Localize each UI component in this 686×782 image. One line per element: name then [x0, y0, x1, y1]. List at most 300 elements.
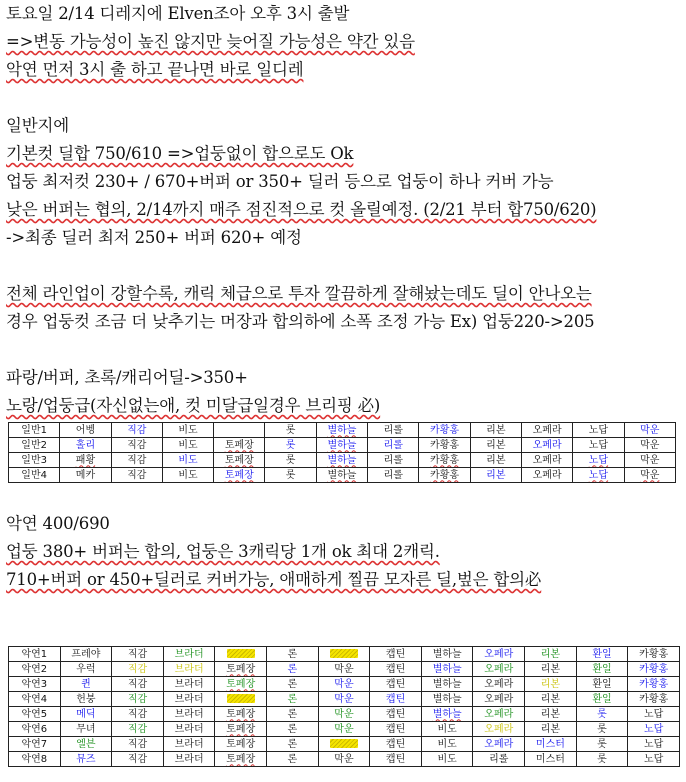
- table-cell: [473, 677, 525, 692]
- cell-text: 일반2: [21, 439, 47, 451]
- note-line: [6, 28, 682, 56]
- note-text: 파랑/버퍼, 초록/캐리어딜->350+: [6, 368, 248, 387]
- table-cell: [576, 707, 628, 722]
- table-cell: [163, 647, 215, 662]
- cell-text: 오페라: [484, 738, 514, 750]
- table-cell: [112, 722, 164, 737]
- cell-text: 직감: [127, 708, 148, 720]
- table-cell: [370, 692, 422, 707]
- cell-text: 오페라: [532, 424, 562, 436]
- table-cell: [265, 423, 316, 438]
- table-cell: [60, 647, 112, 662]
- table-cell: [318, 707, 370, 722]
- cell-text: 롯: [285, 424, 296, 436]
- note-line: [6, 112, 682, 140]
- table-cell: [111, 423, 162, 438]
- cell-text: 토페장: [226, 753, 256, 765]
- party-table-normal: [8, 422, 676, 483]
- cell-text: 무녀: [76, 723, 96, 735]
- table-row: [9, 722, 680, 737]
- table-cell: [214, 438, 265, 453]
- table-cell: [576, 722, 628, 737]
- table-cell: [628, 647, 680, 662]
- cell-text: 비도: [178, 424, 198, 436]
- table-cell: [421, 662, 473, 677]
- cell-text: 환일: [592, 678, 612, 690]
- table-row: [9, 662, 680, 677]
- table-cell: [473, 722, 525, 737]
- cell-text: 막운: [640, 439, 660, 451]
- document-body-2: [6, 510, 682, 594]
- table-row: [9, 677, 680, 692]
- cell-text: 캡틴: [385, 753, 406, 765]
- cell-text: 환일: [592, 663, 612, 675]
- note-text: 기본컷 딜합 750/610 =>업둥없이 합으로도 Ok: [6, 144, 354, 163]
- table-cell: [628, 722, 680, 737]
- note-text: 업둥 380+ 버퍼는 합의, 업둥은 3캐릭당 1개 ok 최대 2캐릭.: [6, 542, 440, 561]
- table-cell: [316, 468, 367, 483]
- table-cell: [9, 752, 61, 767]
- highlight-image-icon: [227, 694, 255, 703]
- table-cell: [576, 737, 628, 752]
- table-cell: [628, 692, 680, 707]
- table-cell: [316, 438, 367, 453]
- highlight-image-icon: [227, 649, 255, 658]
- cell-text: 직감: [127, 454, 147, 466]
- table-cell: [368, 423, 419, 438]
- cell-text: 리본: [486, 454, 506, 466]
- cell-text: 오페라: [484, 648, 514, 660]
- cell-text: 오페라: [532, 439, 562, 451]
- blank-line: [6, 336, 682, 364]
- table-cell: [624, 468, 675, 483]
- cell-text: 메딕: [76, 708, 96, 720]
- cell-text: 브라더: [174, 738, 204, 750]
- table-cell: [624, 453, 675, 468]
- note-line: [6, 392, 682, 420]
- cell-text: 막운: [640, 469, 660, 481]
- table-cell: [318, 737, 370, 752]
- cell-text: 롯: [285, 439, 296, 451]
- table-cell: [521, 438, 572, 453]
- note-text: 경우 업둥컷 조금 더 낮추기는 머장과 합의하에 소폭 조정 가능 Ex) 업둥220->205: [6, 312, 595, 331]
- table-cell: [318, 692, 370, 707]
- table-cell: [316, 423, 367, 438]
- cell-text: 직감: [127, 723, 148, 735]
- table-cell: [576, 662, 628, 677]
- cell-text: 롯: [285, 469, 296, 481]
- cell-text: 카황홍: [639, 648, 669, 660]
- table-cell: [573, 453, 624, 468]
- table-cell: [265, 453, 316, 468]
- table-cell: [576, 647, 628, 662]
- cell-text: 막운: [640, 454, 660, 466]
- table-row: [9, 438, 676, 453]
- table-cell: [368, 453, 419, 468]
- cell-text: 캡틴: [385, 723, 406, 735]
- cell-text: 악연4: [21, 693, 48, 705]
- table-cell: [60, 677, 112, 692]
- table-row: [9, 692, 680, 707]
- table-cell: [473, 737, 525, 752]
- cell-text: 토페장: [224, 439, 254, 451]
- cell-text: 브라더: [174, 723, 204, 735]
- table-cell: [318, 752, 370, 767]
- table-cell: [60, 453, 111, 468]
- table-cell: [9, 737, 61, 752]
- cell-text: 론: [287, 648, 298, 660]
- cell-text: 캡틴: [385, 648, 406, 660]
- cell-text: 어벵: [75, 424, 96, 436]
- cell-text: 막운: [334, 663, 354, 675]
- blank-line: [6, 84, 682, 112]
- table-cell: [628, 677, 680, 692]
- table-cell: [421, 647, 473, 662]
- table-cell: [60, 438, 111, 453]
- table-cell: [111, 453, 162, 468]
- table-cell: [60, 423, 111, 438]
- cell-text: 막운: [334, 708, 354, 720]
- cell-text: 롯: [597, 723, 607, 735]
- blank-line: [6, 252, 682, 280]
- table-cell: [162, 438, 213, 453]
- cell-text: 브라더: [174, 678, 204, 690]
- table-cell: [421, 752, 473, 767]
- table-cell: [267, 692, 319, 707]
- cell-text: 홀리: [75, 439, 96, 451]
- table-cell: [163, 752, 215, 767]
- cell-text: 카황홍: [430, 469, 460, 481]
- note-text: 낮은 버퍼는 협의, 2/14까지 매주 점진적으로 컷 올릴예정. (2/21 부터 합750/620): [6, 200, 597, 219]
- cell-text: 막운: [334, 723, 354, 735]
- table-cell: [525, 647, 577, 662]
- table-cell: [267, 752, 319, 767]
- cell-text: 캡틴: [385, 738, 406, 750]
- highlight-image-icon: [330, 739, 358, 748]
- cell-text: 엘븐: [76, 738, 96, 750]
- cell-text: 막운: [334, 753, 354, 765]
- table-cell: [9, 647, 61, 662]
- cell-text: 막운: [334, 678, 354, 690]
- note-line: [6, 280, 682, 308]
- cell-text: 토페장: [226, 723, 256, 735]
- note-text: 710+버퍼 or 450+딜러로 커버가능, 애매하게 찔끔 모자른 딜,벞은 합의必: [6, 570, 542, 589]
- table-cell: [573, 468, 624, 483]
- cell-text: 리본: [540, 693, 561, 705]
- table-cell: [370, 647, 422, 662]
- table-cell: [111, 468, 162, 483]
- table-cell: [60, 468, 111, 483]
- cell-text: 오페라: [484, 678, 514, 690]
- cell-text: 리롤: [383, 454, 403, 466]
- cell-text: 토페장: [226, 678, 256, 690]
- note-line: [6, 566, 682, 594]
- table-cell: [215, 662, 267, 677]
- cell-text: 비도: [437, 753, 457, 765]
- table-cell: [215, 647, 267, 662]
- table-cell: [215, 677, 267, 692]
- table-cell: [162, 453, 213, 468]
- table-cell: [163, 722, 215, 737]
- cell-text: 막운: [640, 424, 660, 436]
- cell-text: 론: [287, 708, 298, 720]
- table-cell: [370, 662, 422, 677]
- cell-text: 악연3: [21, 678, 48, 690]
- table-cell: [9, 662, 61, 677]
- table-cell: [162, 423, 213, 438]
- cell-text: 카황홍: [639, 663, 669, 675]
- cell-text: 론: [287, 663, 298, 675]
- note-line: [6, 538, 682, 566]
- table-cell: [419, 438, 470, 453]
- note-text: 일반지에: [6, 116, 69, 135]
- table-row: [9, 423, 676, 438]
- cell-text: 롯: [597, 738, 607, 750]
- table-row: [9, 647, 680, 662]
- cell-text: 론: [287, 738, 298, 750]
- table-cell: [215, 707, 267, 722]
- table-cell: [521, 453, 572, 468]
- table-cell: [112, 707, 164, 722]
- cell-text: 리롤: [383, 439, 403, 451]
- cell-text: 미스터: [535, 738, 565, 750]
- table-cell: [163, 677, 215, 692]
- table-cell: [525, 677, 577, 692]
- cell-text: 별하늘: [327, 439, 357, 451]
- cell-text: 비도: [178, 454, 198, 466]
- cell-text: 리본: [540, 723, 561, 735]
- cell-text: 악연1: [21, 648, 48, 660]
- cell-text: 노답: [643, 738, 664, 750]
- cell-text: 미스터: [535, 753, 565, 765]
- table-cell: [525, 692, 577, 707]
- cell-text: 악연7: [21, 738, 48, 750]
- table-cell: [470, 453, 521, 468]
- table-cell: [112, 737, 164, 752]
- table-cell: [473, 707, 525, 722]
- table-cell: [473, 647, 525, 662]
- cell-text: 론: [287, 693, 298, 705]
- table-cell: [60, 692, 112, 707]
- cell-text: 직감: [127, 693, 148, 705]
- cell-text: 노답: [588, 439, 609, 451]
- table-cell: [214, 423, 265, 438]
- cell-text: 캡틴: [385, 663, 406, 675]
- table-cell: [470, 423, 521, 438]
- table-cell: [525, 722, 577, 737]
- table-cell: [368, 468, 419, 483]
- cell-text: 캡틴: [385, 678, 406, 690]
- note-line: [6, 364, 682, 392]
- cell-text: 토페장: [224, 454, 254, 466]
- note-line: [6, 196, 682, 224]
- table-cell: [370, 752, 422, 767]
- cell-text: 직감: [127, 424, 147, 436]
- table-cell: [573, 423, 624, 438]
- cell-text: 노답: [643, 753, 664, 765]
- table-cell: [370, 677, 422, 692]
- party-table-akyeon: [8, 646, 680, 767]
- table-cell: [9, 677, 61, 692]
- cell-text: 환일: [592, 648, 612, 660]
- table-cell: [470, 468, 521, 483]
- table-cell: [624, 423, 675, 438]
- table-cell: [628, 737, 680, 752]
- note-text: 악연 400/690: [6, 514, 110, 533]
- cell-text: 뮤즈: [76, 753, 96, 765]
- table-row: [9, 737, 680, 752]
- table-cell: [628, 707, 680, 722]
- cell-text: 막운: [334, 693, 354, 705]
- cell-text: 프레야: [71, 648, 101, 660]
- cell-text: 리본: [486, 469, 506, 481]
- cell-text: 노답: [588, 424, 609, 436]
- cell-text: 별하늘: [432, 678, 462, 690]
- table-cell: [9, 438, 60, 453]
- cell-text: 비도: [178, 439, 198, 451]
- table-cell: [215, 737, 267, 752]
- cell-text: 별하늘: [327, 454, 357, 466]
- cell-text: 카황홍: [430, 424, 460, 436]
- table-cell: [9, 423, 60, 438]
- table-cell: [60, 707, 112, 722]
- table-cell: [267, 707, 319, 722]
- cell-text: 직감: [127, 753, 148, 765]
- table-cell: [265, 468, 316, 483]
- table-cell: [112, 752, 164, 767]
- cell-text: 오페라: [484, 708, 514, 720]
- table-cell: [9, 692, 61, 707]
- cell-text: 직감: [127, 648, 148, 660]
- cell-text: 비도: [437, 738, 457, 750]
- table-cell: [163, 707, 215, 722]
- cell-text: 카황홍: [430, 454, 460, 466]
- cell-text: 직감: [127, 469, 147, 481]
- note-line: [6, 140, 682, 168]
- table-cell: [60, 737, 112, 752]
- table-row: [9, 468, 676, 483]
- table-cell: [60, 722, 112, 737]
- cell-text: 패황: [75, 454, 96, 466]
- cell-text: 노답: [588, 454, 609, 466]
- cell-text: 일반4: [21, 469, 47, 481]
- cell-text: 롯: [285, 454, 296, 466]
- note-text: 업둥 최저컷 230+ / 670+버퍼 or 350+ 딜러 등으로 업둥이 하나 커버 가능: [6, 172, 554, 191]
- cell-text: 리롤: [383, 469, 403, 481]
- cell-text: 악연8: [21, 753, 48, 765]
- cell-text: 론: [287, 723, 298, 735]
- note-line: [6, 56, 682, 84]
- cell-text: 직감: [127, 439, 147, 451]
- table-cell: [215, 752, 267, 767]
- note-line: [6, 0, 682, 28]
- table-cell: [624, 438, 675, 453]
- table-cell: [370, 707, 422, 722]
- cell-text: 브라더: [174, 753, 204, 765]
- cell-text: 토페장: [226, 738, 256, 750]
- cell-text: 오페라: [484, 693, 514, 705]
- table-cell: [470, 438, 521, 453]
- table-cell: [419, 453, 470, 468]
- table-cell: [525, 707, 577, 722]
- table-cell: [628, 662, 680, 677]
- cell-text: 카황홍: [639, 678, 669, 690]
- cell-text: 직감: [127, 678, 148, 690]
- cell-text: 오페라: [532, 469, 562, 481]
- cell-text: 노답: [588, 469, 609, 481]
- table-cell: [576, 692, 628, 707]
- note-text: 전체 라인업이 강할수록, 캐릭 체급으로 투자 깔끔하게 잘해놨는데도 딜이 안나오는: [6, 284, 592, 303]
- table-cell: [267, 647, 319, 662]
- note-line: [6, 308, 682, 336]
- cell-text: 리본: [540, 663, 561, 675]
- table-cell: [267, 677, 319, 692]
- cell-text: 캡틴: [385, 708, 406, 720]
- cell-text: 리롤: [383, 424, 403, 436]
- table-cell: [163, 662, 215, 677]
- note-text: 악연 먼저 3시 출 하고 끝나면 바로 일디레: [6, 60, 304, 79]
- cell-text: 별하늘: [327, 424, 357, 436]
- table-cell: [318, 647, 370, 662]
- note-text: =>변동 가능성이 높진 않지만 늦어질 가능성은 약간 있음: [6, 32, 415, 51]
- table-cell: [316, 453, 367, 468]
- table-cell: [9, 453, 60, 468]
- table-cell: [421, 737, 473, 752]
- cell-text: 론: [287, 678, 298, 690]
- table-cell: [214, 453, 265, 468]
- table-cell: [370, 722, 422, 737]
- cell-text: 비도: [178, 469, 198, 481]
- table-row: [9, 752, 680, 767]
- cell-text: 브라더: [174, 708, 204, 720]
- cell-text: 오페라: [532, 454, 562, 466]
- note-text: ->최종 딜러 최저 250+ 버퍼 620+ 예정: [6, 228, 302, 247]
- cell-text: 리본: [486, 424, 506, 436]
- cell-text: 메카: [75, 469, 96, 481]
- table-cell: [473, 752, 525, 767]
- table-cell: [163, 692, 215, 707]
- table-cell: [421, 677, 473, 692]
- table-cell: [267, 737, 319, 752]
- cell-text: 롯: [597, 753, 607, 765]
- table-cell: [9, 707, 61, 722]
- note-line: [6, 168, 682, 196]
- cell-text: 별하늘: [432, 663, 462, 675]
- cell-text: 환일: [592, 693, 612, 705]
- cell-text: 별하늘: [327, 469, 357, 481]
- cell-text: 헌붕: [76, 693, 96, 705]
- table-cell: [419, 468, 470, 483]
- table-cell: [214, 468, 265, 483]
- cell-text: 악연2: [21, 663, 48, 675]
- table-cell: [573, 438, 624, 453]
- table-cell: [267, 662, 319, 677]
- table-cell: [9, 722, 61, 737]
- table-cell: [112, 692, 164, 707]
- cell-text: 토페장: [224, 469, 254, 481]
- table-cell: [112, 677, 164, 692]
- note-line: [6, 224, 682, 252]
- table-row: [9, 707, 680, 722]
- note-line: [6, 510, 682, 538]
- cell-text: 브라더: [174, 693, 204, 705]
- table-cell: [576, 752, 628, 767]
- cell-text: 직감: [127, 663, 148, 675]
- cell-text: 퀸: [81, 678, 91, 690]
- note-text: 노랑/업둥급(자신없는애, 컷 미달급일경우 브리핑 必): [6, 396, 381, 415]
- cell-text: 토페장: [226, 663, 256, 675]
- cell-text: 롯: [597, 708, 607, 720]
